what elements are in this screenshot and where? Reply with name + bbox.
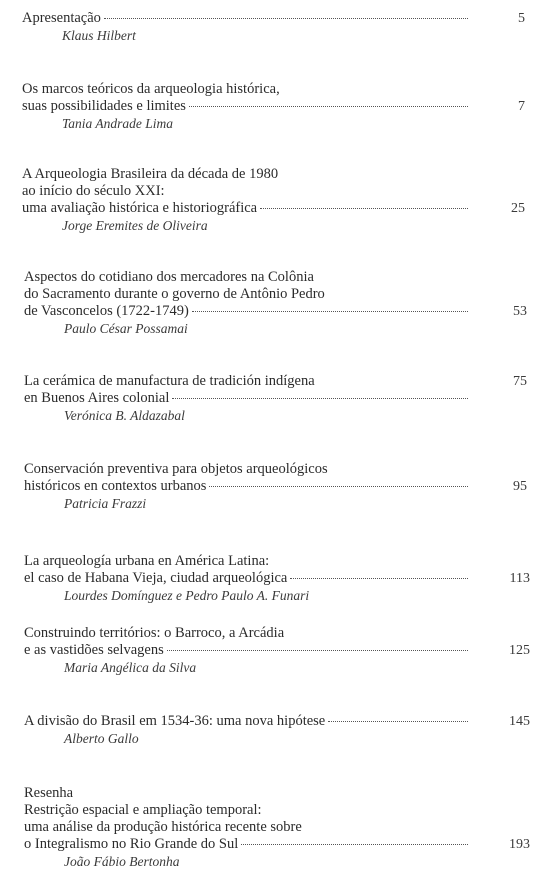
dot-leader xyxy=(290,578,468,579)
entry-author: Patricia Frazzi xyxy=(64,496,147,511)
entry-title-line: La arqueología urbana en América Latina: xyxy=(24,553,270,569)
entry-page-number: 75 xyxy=(513,374,527,389)
entry-title-line: Os marcos teóricos da arqueologia histórica, xyxy=(22,81,280,97)
entry-title-line: o Integralismo no Rio Grande do Sul xyxy=(24,836,550,853)
dot-leader xyxy=(172,398,468,399)
toc-entry xyxy=(0,10,550,44)
entry-title-line: Aspectos do cotidiano dos mercadores na Colônia xyxy=(24,269,314,285)
entry-title-line: suas possibilidades e limites xyxy=(22,98,550,115)
entry-page-number: 25 xyxy=(511,201,525,216)
entry-author: Tania Andrade Lima xyxy=(62,116,174,131)
entry-title-line: do Sacramento durante o governo de Antônio Pedro xyxy=(24,286,325,302)
dot-leader xyxy=(104,18,468,19)
entry-title-line: uma avaliação histórica e historiográfica xyxy=(22,200,550,217)
entry-title-line: A Arqueologia Brasileira da década de 1980 xyxy=(22,166,279,182)
toc-entry xyxy=(0,269,550,337)
entry-author: Alberto Gallo xyxy=(64,731,139,746)
entry-title-line: A divisão do Brasil em 1534-36: uma nova hipótese xyxy=(24,713,550,730)
entry-page-number: 113 xyxy=(509,571,530,586)
entry-title-line: La cerámica de manufactura de tradición indígena xyxy=(24,373,315,389)
entry-title-line: Restrição espacial e ampliação temporal: xyxy=(24,802,262,818)
entry-title-line: históricos en contextos urbanos xyxy=(24,478,550,495)
toc-entry xyxy=(0,785,550,870)
entry-author: Paulo César Possamai xyxy=(64,321,188,336)
toc-entry xyxy=(0,625,550,676)
entry-page-number: 5 xyxy=(518,11,525,26)
dot-leader xyxy=(167,650,468,651)
entry-title-line: Apresentação xyxy=(22,10,550,27)
dot-leader xyxy=(192,311,468,312)
dot-leader xyxy=(260,208,468,209)
entry-author: Maria Angélica da Silva xyxy=(64,660,197,675)
entry-title-line: ao início do século XXI: xyxy=(22,183,165,199)
entry-author: Jorge Eremites de Oliveira xyxy=(62,218,208,233)
entry-page-number: 7 xyxy=(518,99,525,114)
entry-title-line: en Buenos Aires colonial xyxy=(24,390,550,407)
entry-page-number: 193 xyxy=(509,837,530,852)
entry-title-line: Resenha xyxy=(24,785,74,801)
toc-entry xyxy=(0,713,550,747)
entry-page-number: 125 xyxy=(509,643,530,658)
dot-leader xyxy=(328,721,468,722)
toc-entry xyxy=(0,81,550,132)
entry-author: Verónica B. Aldazabal xyxy=(64,408,185,423)
entry-page-number: 145 xyxy=(509,714,530,729)
entry-page-number: 53 xyxy=(513,304,527,319)
entry-title-line: uma análise da produção histórica recente sobre xyxy=(24,819,302,835)
entry-author: Lourdes Domínguez e Pedro Paulo A. Funari xyxy=(64,588,310,603)
toc-entry xyxy=(0,461,550,512)
entry-title-line: e as vastidões selvagens xyxy=(24,642,550,659)
dot-leader xyxy=(189,106,468,107)
entry-title-line: el caso de Habana Vieja, ciudad arqueológica xyxy=(24,570,550,587)
entry-author: João Fábio Bertonha xyxy=(64,854,180,869)
entry-author: Klaus Hilbert xyxy=(62,28,136,43)
entry-title-line: Conservación preventiva para objetos arqueológicos xyxy=(24,461,328,477)
entry-title-line: Construindo territórios: o Barroco, a Arcádia xyxy=(24,625,285,641)
toc-entry xyxy=(0,373,550,424)
dot-leader xyxy=(209,486,468,487)
toc-entry xyxy=(0,553,550,604)
entry-title-line: de Vasconcelos (1722-1749) xyxy=(24,303,550,320)
dot-leader xyxy=(241,844,468,845)
toc-entry xyxy=(0,166,550,234)
entry-page-number: 95 xyxy=(513,479,527,494)
